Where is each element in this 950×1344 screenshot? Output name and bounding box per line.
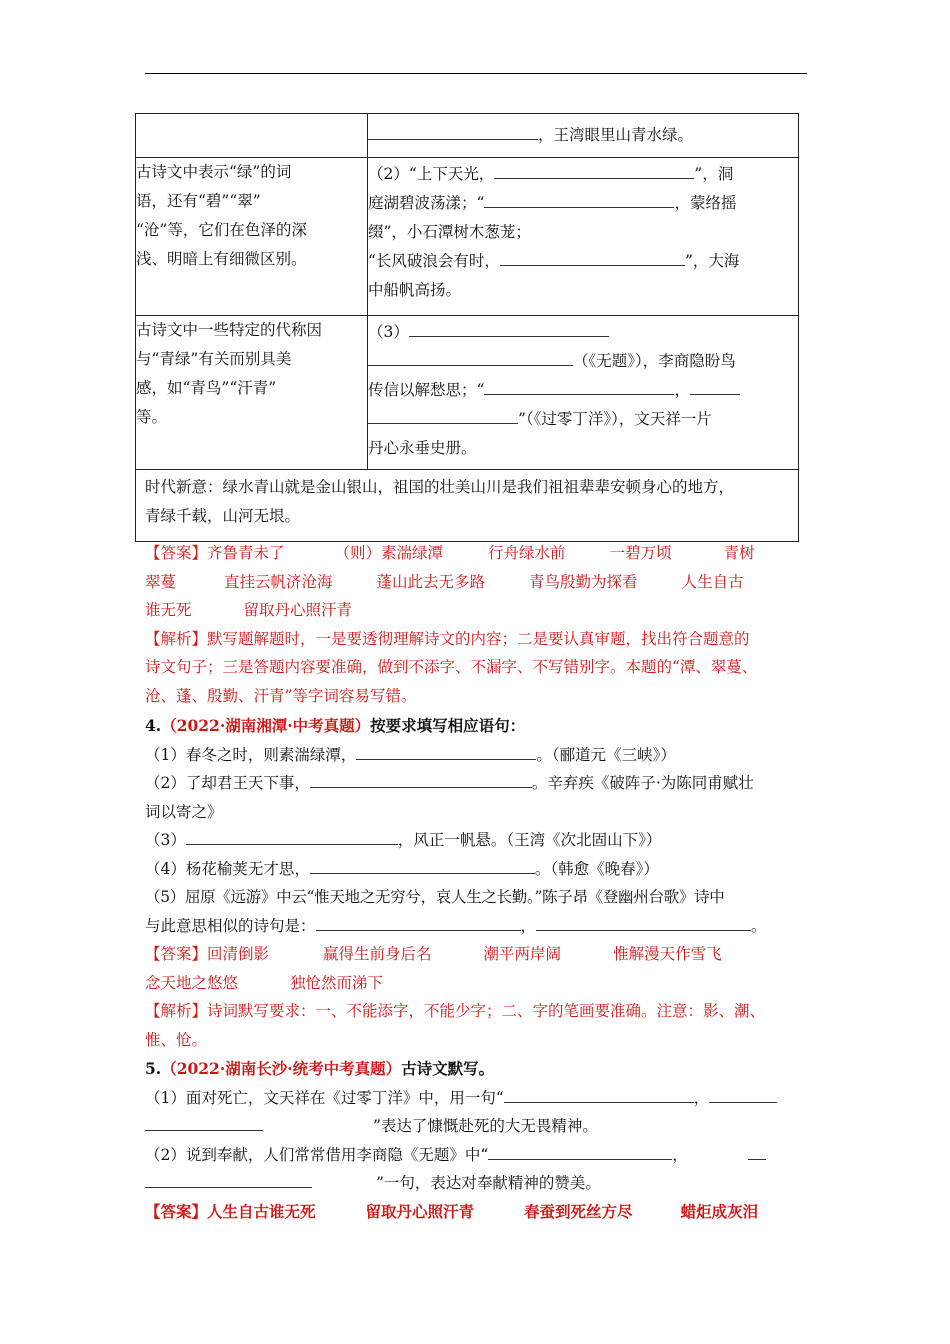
answer-item: 一碧万顷 — [609, 544, 672, 562]
cell-text: 语，还有“碧”“翠” — [136, 192, 261, 210]
blank-line — [484, 380, 674, 395]
poetry-table — [135, 113, 799, 542]
cell-text: （3） — [368, 323, 409, 341]
item-text: ”表达了慷慨赴死的大无畏精神。 — [373, 1117, 598, 1135]
answer-item: 赢得生前身后名 — [323, 945, 432, 963]
item-text: 词以寄之》 — [145, 802, 223, 821]
cell-text: （《无题》），李商隐盼鸟 — [573, 352, 736, 370]
answer-item: 惟解漫天作雪飞 — [613, 945, 722, 963]
answer-item: 青鸟殷勤为探看 — [529, 572, 638, 591]
item-text: （4）杨花榆荚无才思， — [145, 859, 310, 878]
blank-line — [690, 380, 740, 395]
table-row — [136, 158, 799, 316]
item-text: 。 — [751, 916, 767, 935]
blank-line — [488, 1145, 672, 1160]
answer-label: 【答案】 — [145, 945, 208, 963]
answer-item: 齐鲁青未了 — [207, 544, 285, 562]
item-text: （1）春冬之时，则素湍绿潭， — [145, 745, 357, 764]
blank-line — [500, 251, 685, 266]
item-text: 。辛弃疾《破阵子·为陈同甫赋壮 — [531, 774, 754, 792]
item-text: （3） — [145, 831, 186, 849]
answer-item: （则）素湍绿潭 — [334, 544, 444, 562]
blank-line — [186, 830, 398, 845]
answer-label: 【答案】 — [145, 544, 208, 562]
cell-text: 缀”，小石潭树木葱茏； — [368, 223, 531, 241]
blank-line — [368, 351, 573, 366]
blank-line — [145, 1173, 312, 1188]
cell-text: 时代新意：绿水青山就是金山银山，祖国的壮美山川是我们祖祖辈辈安顿身心的地方， — [145, 478, 735, 496]
cell-text: ”，洞 — [694, 165, 734, 183]
table-cell — [136, 114, 368, 158]
answer-item: 蓬山此去无多路 — [376, 572, 486, 591]
answer-item: 蜡炬成灰泪 — [680, 1201, 759, 1221]
answer-item: 独怆然而涕下 — [290, 973, 384, 992]
question-title: 古诗文默写。 — [401, 1059, 495, 1078]
cell-text: （2）“上下天光， — [368, 165, 495, 183]
cell-text: 青绿千载，山河无垠。 — [145, 507, 301, 525]
item-text: ， — [693, 1088, 710, 1107]
blank-line — [494, 164, 694, 179]
answer-item: 潮平两岸阔 — [483, 945, 562, 963]
cell-text: 古诗文中一些特定的代称因 — [136, 321, 323, 339]
answer-item: 人生自古 — [681, 572, 744, 591]
cell-text: 等。 — [136, 408, 168, 426]
answer-item: 谁无死 — [145, 601, 192, 619]
table-cell — [368, 316, 799, 470]
blank-line — [504, 1088, 694, 1103]
blank-line — [536, 916, 751, 931]
blank-line — [409, 322, 609, 337]
answer-item: 翠蔓 — [145, 572, 177, 591]
answer-label: 【答案】 — [145, 1201, 208, 1221]
blank-line — [145, 1116, 263, 1131]
analysis-label: 【解析】 — [145, 629, 208, 648]
answer-item: 人生自古谁无死 — [207, 1201, 316, 1221]
cell-text: 庭湖碧波荡漾；“ — [368, 194, 485, 212]
item-text: （5）屈原《远游》中云“惟天地之无穷兮，哀人生之长勤。”陈子昂《登幽州台歌》诗中 — [145, 888, 725, 906]
item-text: 与此意思相似的诗句是： — [145, 916, 316, 935]
question-number: 5. — [145, 1059, 162, 1078]
blank-line — [316, 916, 521, 931]
cell-text: 丹心永垂史册。 — [368, 439, 477, 457]
table-cell — [136, 316, 368, 470]
item-text: （1）面对死亡，文天祥在《过零丁洋》中，用一句“ — [145, 1088, 504, 1107]
blank-line — [368, 125, 538, 140]
blank-line — [709, 1088, 777, 1103]
question-5 — [145, 1055, 805, 1226]
answer-item: 青树 — [723, 544, 755, 562]
cell-text: ”，大海 — [684, 252, 740, 270]
table-cell — [368, 158, 799, 316]
analysis-text: 默写题解题时，一是要透彻理解诗文的内容；二是要认真审题，找出符合题意的 — [207, 629, 750, 648]
table-cell — [136, 470, 799, 542]
header-rule — [145, 73, 807, 74]
blank-line — [368, 409, 518, 424]
cell-text: ， — [674, 381, 690, 399]
cell-text: 浅、明暗上有细微区别。 — [136, 250, 307, 268]
question-source: （2022·湖南湘潭·中考真题） — [161, 716, 371, 735]
item-text: ，风正一帆悬。（王湾《次北固山下》） — [397, 831, 662, 849]
cell-text: 传信以解愁思；“ — [368, 381, 485, 399]
cell-text: 感，如“青鸟”“汗青” — [136, 379, 277, 397]
question-source: （2022·湖南长沙·统考中考真题） — [161, 1059, 402, 1078]
blank-line — [310, 773, 532, 788]
answer-item: 直挂云帆济沧海 — [224, 572, 333, 591]
answer-item: 行舟绿水前 — [488, 544, 566, 562]
question-4 — [145, 712, 805, 1054]
table-row — [136, 470, 799, 542]
cell-text: 中船帆高扬。 — [368, 281, 462, 299]
analysis-text: 沧、蓬、殷勤、汗青”等字词容易写错。 — [145, 686, 417, 705]
table-cell — [136, 158, 368, 316]
analysis-label: 【解析】 — [145, 1002, 208, 1020]
cell-text: 与“青绿”有关而别具美 — [136, 350, 292, 368]
item-text: （2）说到奉献，人们常常借用李商隐《无题》中“ — [145, 1145, 489, 1164]
answer-item: 留取丹心照汗青 — [365, 1201, 475, 1221]
table-row — [136, 316, 799, 470]
question-title: 按要求填写相应语句： — [370, 716, 526, 735]
answer-item: 春蚕到死丝方尽 — [524, 1201, 633, 1221]
answer-item: 回清倒影 — [207, 945, 270, 963]
answer-item: 念天地之悠悠 — [145, 973, 239, 992]
analysis-text: 诗词默写要求：一、不能添字，不能少字；二、字的笔画要准确。注意：影、潮、 — [207, 1002, 766, 1020]
table-cell — [368, 114, 799, 158]
analysis-text: 诗文句子；三是答题内容要准确，做到不添字、不漏字、不写错别字。本题的“潭、翠蔓、 — [145, 658, 758, 676]
cell-text: 古诗文中表示“绿”的词 — [136, 163, 292, 181]
blank-line — [310, 859, 535, 874]
cell-text: ，蒙络摇 — [674, 194, 737, 212]
blank-line — [356, 745, 536, 760]
question-number: 4. — [145, 716, 162, 735]
item-text: 。（韩愈《晚春》） — [534, 859, 659, 878]
blank-line — [484, 193, 674, 208]
item-text: ， — [520, 916, 537, 935]
cell-text: “沧”等，它们在色泽的深 — [136, 221, 307, 239]
q3-answer — [145, 539, 805, 710]
table-row — [136, 114, 799, 158]
item-text: （2）了却君王天下事， — [145, 774, 310, 792]
cell-text: ，王湾眼里山青水绿。 — [538, 126, 694, 144]
cell-text: “长风破浪会有时， — [368, 252, 500, 270]
answer-item: 留取丹心照汗青 — [243, 601, 353, 619]
cell-text: ”（《过零丁洋》），文天祥一片 — [518, 410, 712, 428]
item-text: 。（郦道元《三峡》） — [536, 745, 676, 764]
analysis-text: 惟、怆。 — [145, 1030, 208, 1049]
item-text: ， — [672, 1145, 688, 1164]
item-text: ”一句，表达对奉献精神的赞美。 — [376, 1174, 601, 1192]
blank-line — [748, 1145, 766, 1160]
